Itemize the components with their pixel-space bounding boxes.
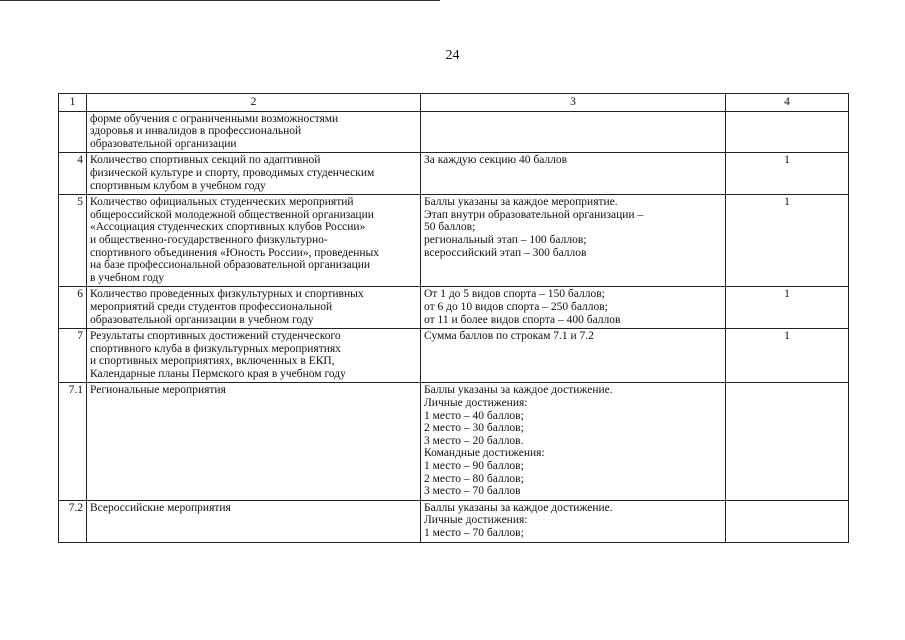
method-line: За каждую секцию 40 баллов	[424, 154, 568, 167]
indicator-line: и спортивных мероприятиях, включенных в ЕКП,	[90, 355, 335, 368]
method-line: 1 место – 70 баллов;	[424, 527, 524, 539]
method-cell	[421, 500, 726, 542]
indicator-line: здоровья и инвалидов в профессиональной	[90, 125, 302, 138]
method-line: Баллы указаны за каждое достижение.	[424, 384, 613, 397]
score-cell	[726, 111, 849, 153]
indicator-line: форме обучения с ограниченными возможностями	[90, 112, 339, 125]
indicator-line: мероприятий среди студентов профессиональной	[90, 300, 333, 313]
row-number	[59, 111, 87, 153]
indicator-line: на базе профессиональной образовательной организации	[90, 259, 371, 272]
indicator-line: в учебном году	[90, 271, 165, 284]
method-line: 1 место – 90 баллов;	[424, 460, 524, 473]
header-cell-indicator: 2	[87, 94, 421, 112]
header-cell-num: 1	[59, 94, 87, 112]
table-row	[59, 153, 849, 195]
method-line: от 11 и более видов спорта – 400 баллов	[424, 313, 621, 326]
indicator-line: Результаты спортивных достижений студенческого	[90, 330, 341, 343]
score-cell: 1	[726, 329, 849, 383]
table-row	[59, 383, 849, 500]
method-line: Командные достижения:	[424, 447, 545, 460]
score-cell	[726, 383, 849, 500]
indicator-line: спортивным клубом в учебном году	[90, 179, 266, 192]
indicator-line: Региональные мероприятия	[90, 384, 226, 397]
indicator-line: Всероссийские мероприятия	[90, 501, 231, 514]
method-line: 2 место – 30 баллов;	[424, 422, 524, 435]
row-number: 6	[59, 287, 87, 329]
method-line: 2 место – 80 баллов;	[424, 472, 524, 485]
method-cell	[421, 287, 726, 329]
indicator-line: общероссийской молодежной общественной организации	[90, 208, 374, 221]
indicator-line: спортивного объединения «Юность России», проведенных	[90, 246, 380, 259]
indicator-line: Календарные планы Пермского края в учебном году	[90, 367, 346, 380]
indicator-line: спортивного клуба в физкультурных мероприятиях	[90, 342, 341, 355]
page-number: 24	[445, 48, 460, 63]
indicator-line: «Ассоциация студенческих спортивных клубов России»	[90, 221, 366, 234]
indicator-cell	[87, 329, 421, 383]
method-line: Баллы указаны за каждое достижение.	[424, 501, 613, 514]
method-cell	[421, 383, 726, 500]
method-line: региональный этап – 100 баллов;	[424, 233, 587, 246]
row-number: 5	[59, 195, 87, 287]
score-cell: 1	[726, 195, 849, 287]
method-line: от 6 до 10 видов спорта – 250 баллов;	[424, 300, 608, 313]
table-row	[59, 329, 849, 383]
indicator-cell	[87, 153, 421, 195]
table-row	[59, 195, 849, 287]
indicator-line: образовательной организации	[90, 137, 237, 150]
row-number: 7.2	[59, 500, 87, 542]
indicator-line: и общественно-государственного физкультурно-	[90, 233, 328, 246]
method-line: 50 баллов;	[424, 221, 476, 234]
row-number: 7.1	[59, 383, 87, 500]
indicator-line: Количество спортивных секций по адаптивной	[90, 154, 321, 167]
score-cell: 1	[726, 287, 849, 329]
top-rule	[0, 0, 440, 1]
indicator-cell	[87, 195, 421, 287]
table-row	[59, 111, 849, 153]
indicator-line: Количество проведенных физкультурных и спортивных	[90, 288, 364, 301]
row-number: 7	[59, 329, 87, 383]
header-cell-score: 4	[726, 94, 849, 112]
score-cell: 1	[726, 153, 849, 195]
indicator-cell	[87, 111, 421, 153]
indicator-line: Количество официальных студенческих мероприятий	[90, 196, 354, 209]
method-cell	[421, 153, 726, 195]
score-cell	[726, 500, 849, 542]
header-cell-method: 3	[421, 94, 726, 112]
table-row	[59, 500, 849, 542]
method-line: Личные достижения:	[424, 514, 528, 527]
method-cell	[421, 195, 726, 287]
table-header-row	[59, 94, 849, 112]
method-line: всероссийский этап – 300 баллов	[424, 246, 587, 259]
indicator-line: физической культуре и спорту, проводимых студенческим	[90, 166, 375, 179]
method-line: Сумма баллов по строкам 7.1 и 7.2	[424, 330, 594, 343]
indicator-cell	[87, 383, 421, 500]
row-number: 4	[59, 153, 87, 195]
indicator-cell	[87, 287, 421, 329]
method-line: Баллы указаны за каждое мероприятие.	[424, 196, 618, 209]
method-cell	[421, 329, 726, 383]
method-cell	[421, 111, 726, 153]
table-row	[59, 287, 849, 329]
indicator-line: образовательной организации в учебном году	[90, 313, 314, 326]
method-line: 3 место – 20 баллов.	[424, 434, 524, 447]
criteria-table	[58, 93, 849, 543]
method-line: 3 место – 70 баллов	[424, 485, 521, 498]
method-line: 1 место – 40 баллов;	[424, 409, 524, 422]
indicator-cell	[87, 500, 421, 542]
method-line: Личные достижения:	[424, 397, 528, 410]
method-line: Этап внутри образовательной организации –	[424, 208, 644, 221]
method-line: От 1 до 5 видов спорта – 150 баллов;	[424, 288, 605, 301]
